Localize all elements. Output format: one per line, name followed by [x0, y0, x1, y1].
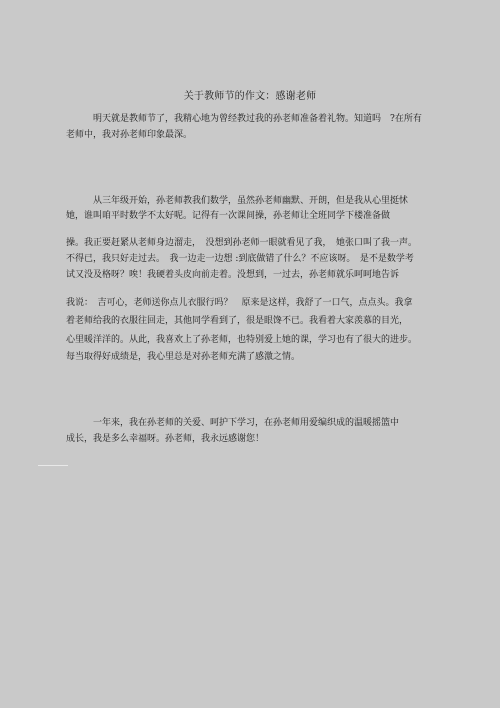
paragraph-2-line-5: 试又没及格呀？唉！我硬着头皮向前走着。没想到，一过去，孙老师就乐呵呵地告诉 — [66, 270, 400, 280]
paragraph-3-line-2: 成长，我是多么幸福呀。孙老师，我永远感谢您！ — [66, 434, 265, 444]
document-title: 关于教师节的作文：感谢老师 — [183, 91, 317, 102]
paragraph-2-line-4: 不得已，我只好走过去。 我一边走一边想 :到底做错了什么？不应该呀。 是不是数学考 — [66, 254, 414, 264]
paragraph-2-line-2: 她，谁叫咱平时数学不太好呢。记得有一次课间操，孙老师让全班同学下楼准备做 — [66, 211, 391, 221]
paragraph-1-line-1: 明天就是教师节了，我精心地为曾经教过我的孙老师准备着礼物。知道吗 ?在所有 — [93, 114, 422, 124]
footnote-divider — [38, 465, 68, 466]
paragraph-2-line-3: 操。我正要赶紧从老师身边溜走， 没想到孙老师一眼就看见了我， 她张口叫了我一声。 — [66, 238, 418, 248]
paragraph-2-line-6: 我说： 吉可心，老师送你点儿衣服行吗？ 原来是这样，我舒了一口气，点点头。我拿 — [66, 298, 413, 308]
paragraph-3-line-1: 一年来，我在孙老师的关爱、呵护下学习，在孙老师用爱编织成的温暖摇篮中 — [93, 418, 400, 428]
paragraph-2-line-1: 从三年级开始，孙老师教我们数学，虽然孙老师幽默、开朗，但是我从心里挺怵 — [93, 196, 409, 206]
paragraph-2-line-7: 着老师给我的衣服往回走，其他同学看到了，很是眼馋不已。我看着大家羡慕的目光， — [66, 316, 409, 326]
paragraph-1-line-2: 老师中，我对孙老师印象最深。 — [66, 130, 193, 140]
paragraph-2-line-8: 心里暖洋洋的。从此，我喜欢上了孙老师，也特别爱上她的课，学习也有了很大的进步。 — [66, 335, 418, 345]
paragraph-2-line-9: 每当取得好成绩是，我心里总是对孙老师充满了感激之情。 — [66, 352, 301, 362]
